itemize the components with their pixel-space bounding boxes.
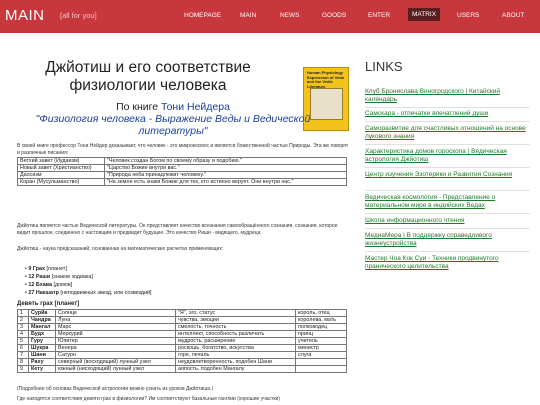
trailing-paragraph: Где находятся соответствия девяти грах в физиологии? Им соответствуют базальные ганглии (хорошие участки) (17, 396, 280, 402)
divider (365, 213, 530, 214)
table-row (18, 158, 347, 165)
book-cover-text: Human Physiology Expression of Veda and the Vedic Literature (307, 70, 344, 89)
scripture-quotes-table (17, 157, 347, 186)
divider (365, 251, 530, 252)
quote-text: "Царство Божие внутри вас." (105, 165, 347, 172)
nav-users[interactable]: USERS (457, 12, 480, 19)
list-item: • 27 Накшатр [неподвижных звезд, или созвездий] (25, 289, 152, 297)
sidebar-link-mediamera[interactable]: МедиаМера | В поддержку справедливого жизнеустройства (365, 232, 492, 247)
book-prefix: По книге (116, 101, 159, 113)
nav-matrix[interactable]: MATRIX (408, 8, 440, 21)
quote-source: Ветхий завет (Иудаизм) (18, 158, 105, 165)
table-row: 2 Чандра Луна чувства, эмоции королева, мать (18, 317, 347, 324)
table-row (18, 172, 347, 179)
list-item: • 12 Бхава [домов] (25, 281, 152, 289)
divider (365, 107, 530, 108)
table-row: 1 Сурйа Солнце "Я", эго, статус король, отец (18, 310, 347, 317)
divider (365, 121, 530, 122)
quote-text: "Человек создан Богом по своему образу и подобию." (105, 158, 347, 165)
book-title: "Физиология человека - Выражение Веды и Ведической литературы" (35, 113, 311, 137)
links-sidebar (357, 33, 540, 405)
nav-about[interactable]: ABOUT (502, 12, 525, 19)
table-row: 6 Шукра Венера роскошь, богатство, искусства министр (18, 345, 347, 352)
quote-text: "На земле есть знаки Божие для тех, кто истинно верует. Они внутри нас." (105, 179, 347, 186)
sidebar-link-choa-kok-sui[interactable]: Мастер Чоа Кок Суи - Техники продвинутого пранического целительства (365, 255, 499, 270)
table-row: 8 Раху северный (восходящий) лунный узел неудовлетворенность, подобен Шани (18, 359, 347, 366)
grahas-heading: Девять грах [планет] (17, 301, 80, 307)
author-link[interactable]: Тони Нейдера (160, 101, 230, 113)
quote-source: Даосизм (18, 172, 105, 179)
book-reference (28, 101, 318, 137)
grahas-table (17, 309, 347, 373)
list-item: • 9 Грах [планет] (25, 265, 152, 273)
article-title: Джйотиш и его соответствие физиологии человека (45, 59, 251, 94)
table-row: 5 Гуру Юпитер мудрость, расширение учитель (18, 338, 347, 345)
table-row: 3 Мангал Марс смелость, точность полководец (18, 324, 347, 331)
jyotish-paragraph: Джйотиш является частью Ведической литературы. Он представляет качество всезнания самообращённого сознания, сознания, которое видит прошлое, соединено с настоящим и предвидит будущее. Это качество Риши - видящего, мудреца. (17, 223, 338, 236)
top-navigation-bar (0, 0, 540, 33)
sidebar-link-samskara[interactable]: Самскара - отпечатки впечатлений души (365, 110, 489, 117)
quote-text: "Природа неба принадлежит человеку." (105, 172, 347, 179)
nav-main[interactable]: MAIN (240, 12, 257, 19)
list-item: • 12 Раши [знаков зодиака] (25, 273, 152, 281)
lessons-note: (Подробнее об основах Ведической астрологии можно узнать из уроков Джйотиша.) (17, 386, 214, 392)
sidebar-link-horoscope-houses[interactable]: Характеристика домов гороскопа | Ведическая астрология Джйотиш (365, 148, 507, 163)
intro-paragraph: В своей книге профессор Тони Нейдер доказывает, что человек - это микрокосмос и является божественной частью Природы. Эта же говорят и различные писания: (17, 143, 349, 156)
elements-list (25, 265, 152, 297)
table-row (18, 179, 347, 186)
table-row (18, 165, 347, 172)
nav-enter[interactable]: ENTER (368, 12, 391, 19)
table-row: 7 Шани Сатурн горе, печаль слуга (18, 352, 347, 359)
site-logo[interactable]: MAIN (5, 7, 45, 24)
links-heading: LINKS (365, 59, 403, 74)
nav-homepage[interactable]: HOMEPAGE (184, 12, 222, 19)
sidebar-link-chinese-calendar[interactable]: Клуб Брониславa Виногродского | Китайский календарь (365, 88, 500, 103)
divider (365, 144, 530, 145)
quote-source: Новый завет (Христианство) (18, 165, 105, 172)
divider (365, 167, 530, 168)
sidebar-link-self-development[interactable]: Саморазвитие для счастливых отношений на основе лукового знания (365, 125, 526, 140)
sidebar-link-esoterics-center[interactable]: Центр изучения Эзотерики и Развития Сознания (365, 171, 513, 178)
divider (365, 190, 530, 191)
nav-news[interactable]: NEWS (280, 12, 300, 19)
nav-goods[interactable]: GOODS (322, 12, 347, 19)
divider (365, 228, 530, 229)
table-row: 4 Будх Меркурий интеллект, способность различать принц (18, 331, 347, 338)
site-tagline: [all for you] (60, 11, 97, 20)
table-row: 9 Кету южный (нисходящий) лунный узел аяпость, подобен Мангалу (18, 366, 347, 373)
quote-source: Коран (Мусульманство) (18, 179, 105, 186)
science-paragraph: Джйотиш - наука предсказаний, основанная на математических расчетах применяющих: (17, 246, 224, 252)
article-content (13, 33, 353, 405)
sidebar-link-info-reading-school[interactable]: Школа информационного чтения (365, 217, 465, 224)
sidebar-link-vedic-cosmology[interactable]: Ведическая космология - Представление о материальном мире в индийских Ведах (365, 194, 496, 209)
